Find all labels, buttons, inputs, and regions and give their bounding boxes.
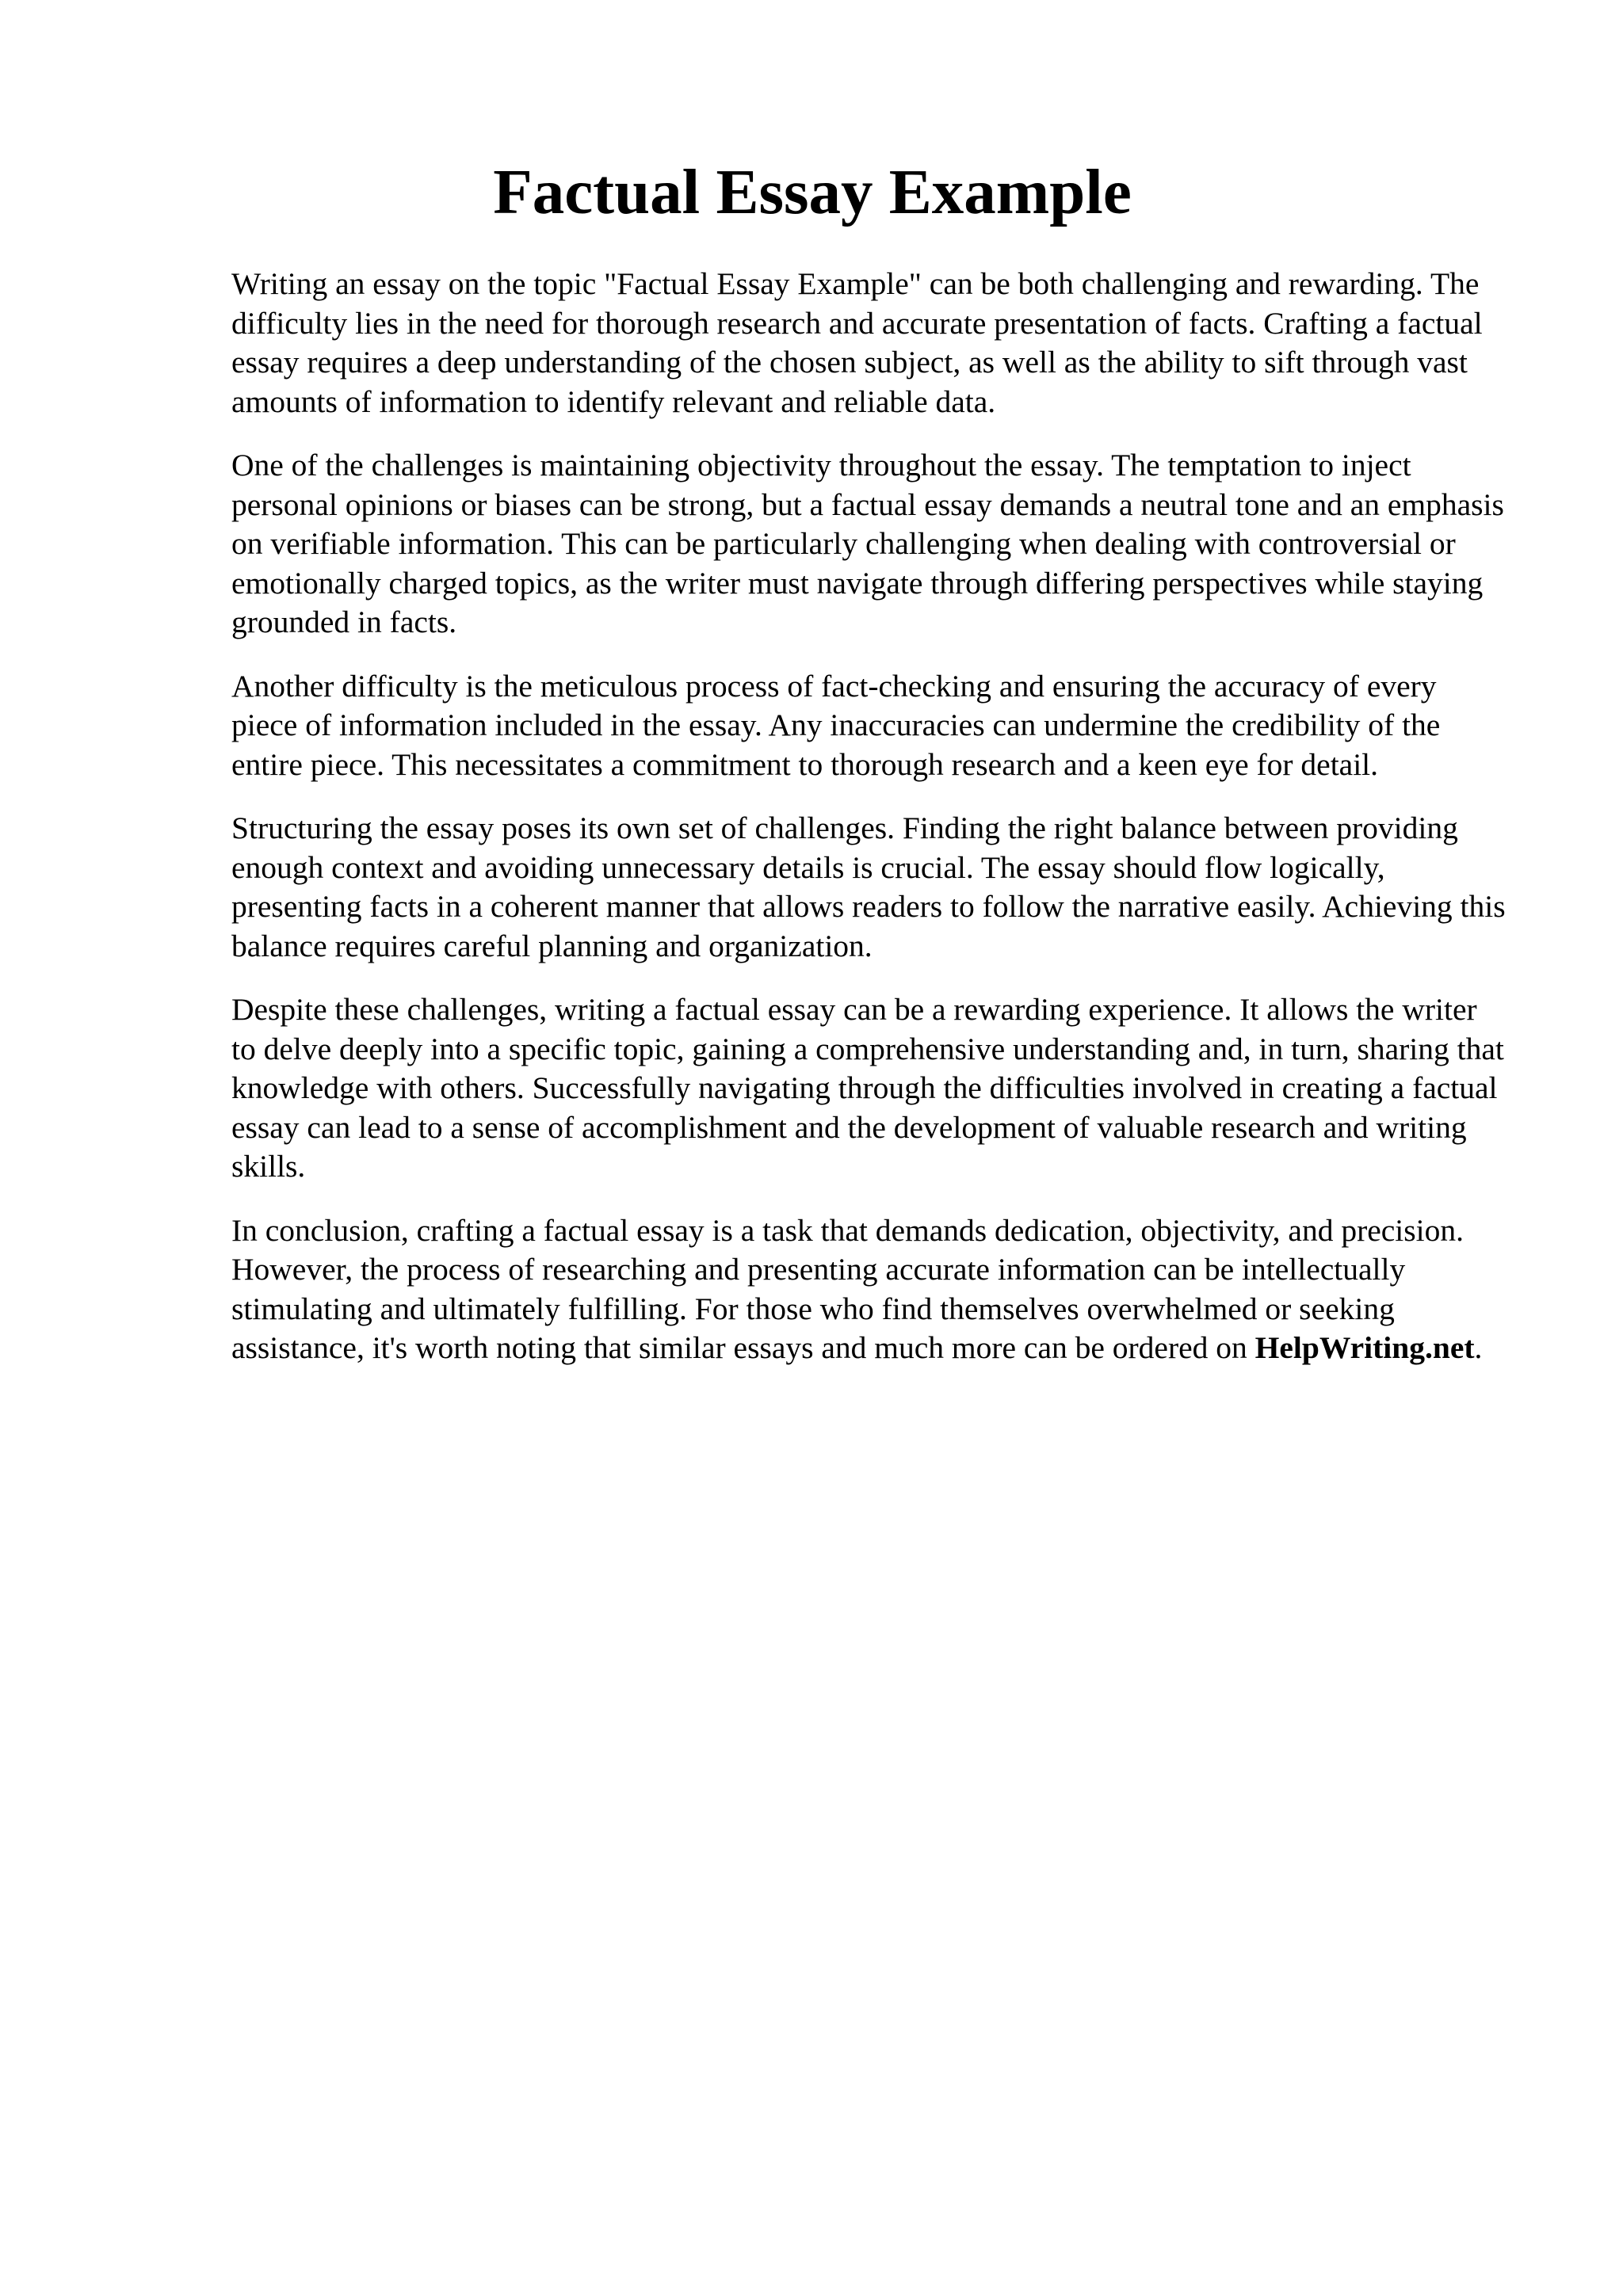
paragraph-4: Structuring the essay poses its own set of challenges. Finding the right balance between providing enough context and avoiding unnecessary details is crucial. The essay should flow logically, presenting facts in a coherent manner that allows readers to follow the narrative easily. Achieving this balance requires careful planning and organization.: [231, 810, 1506, 963]
brand-link[interactable]: HelpWriting.net: [1254, 1330, 1475, 1365]
paragraph-5: Despite these challenges, writing a factual essay can be a rewarding experience. It allows the writer to delve deeply into a specific topic, gaining a comprehensive understanding and, in turn, sharing that knowledge with others. Successfully navigating through the difficulties involved in creating a factual essay can lead to a sense of accomplishment and the development of valuable research and writing skills.: [231, 992, 1504, 1184]
conclusion-text: In conclusion, crafting a factual essay is a task that demands dedication, objectivity, and precision. However, the process of researching and presenting accurate information can be intellectually stimulating and ultimately fulfilling. For those who find themselves overwhelmed or seeking assistance, it's worth noting that similar essays and much more can be ordered on: [231, 1212, 1465, 1365]
paragraph-3: Another difficulty is the meticulous process of fact-checking and ensuring the accuracy of every piece of information included in the essay. Any inaccuracies can undermine the credibility of the entire piece. This necessitates a commitment to thorough research and a keen eye for detail.: [231, 668, 1441, 782]
paragraph-2: One of the challenges is maintaining objectivity throughout the essay. The temptation to inject personal opinions or biases can be strong, but a factual essay demands a neutral tone and an emphasis on verifiable information. This can be particularly challenging when dealing with controversial or emotionally charged topics, as the writer must navigate through differing perspectives while staying grounded in facts.: [231, 448, 1504, 639]
page-title: Factual Essay Example: [493, 156, 1132, 227]
conclusion-paragraph: [231, 1211, 1507, 1368]
paragraph-1: Writing an essay on the topic "Factual Essay Example" can be both challenging and rewarding. The difficulty lies in the need for thorough research and accurate presentation of facts. Crafting a factual essay requires a deep understanding of the chosen subject, as well as the ability to sift through vast amounts of information to identify relevant and reliable data.: [231, 266, 1483, 419]
conclusion-end: .: [1474, 1330, 1483, 1365]
essay-body: [231, 265, 1507, 1368]
